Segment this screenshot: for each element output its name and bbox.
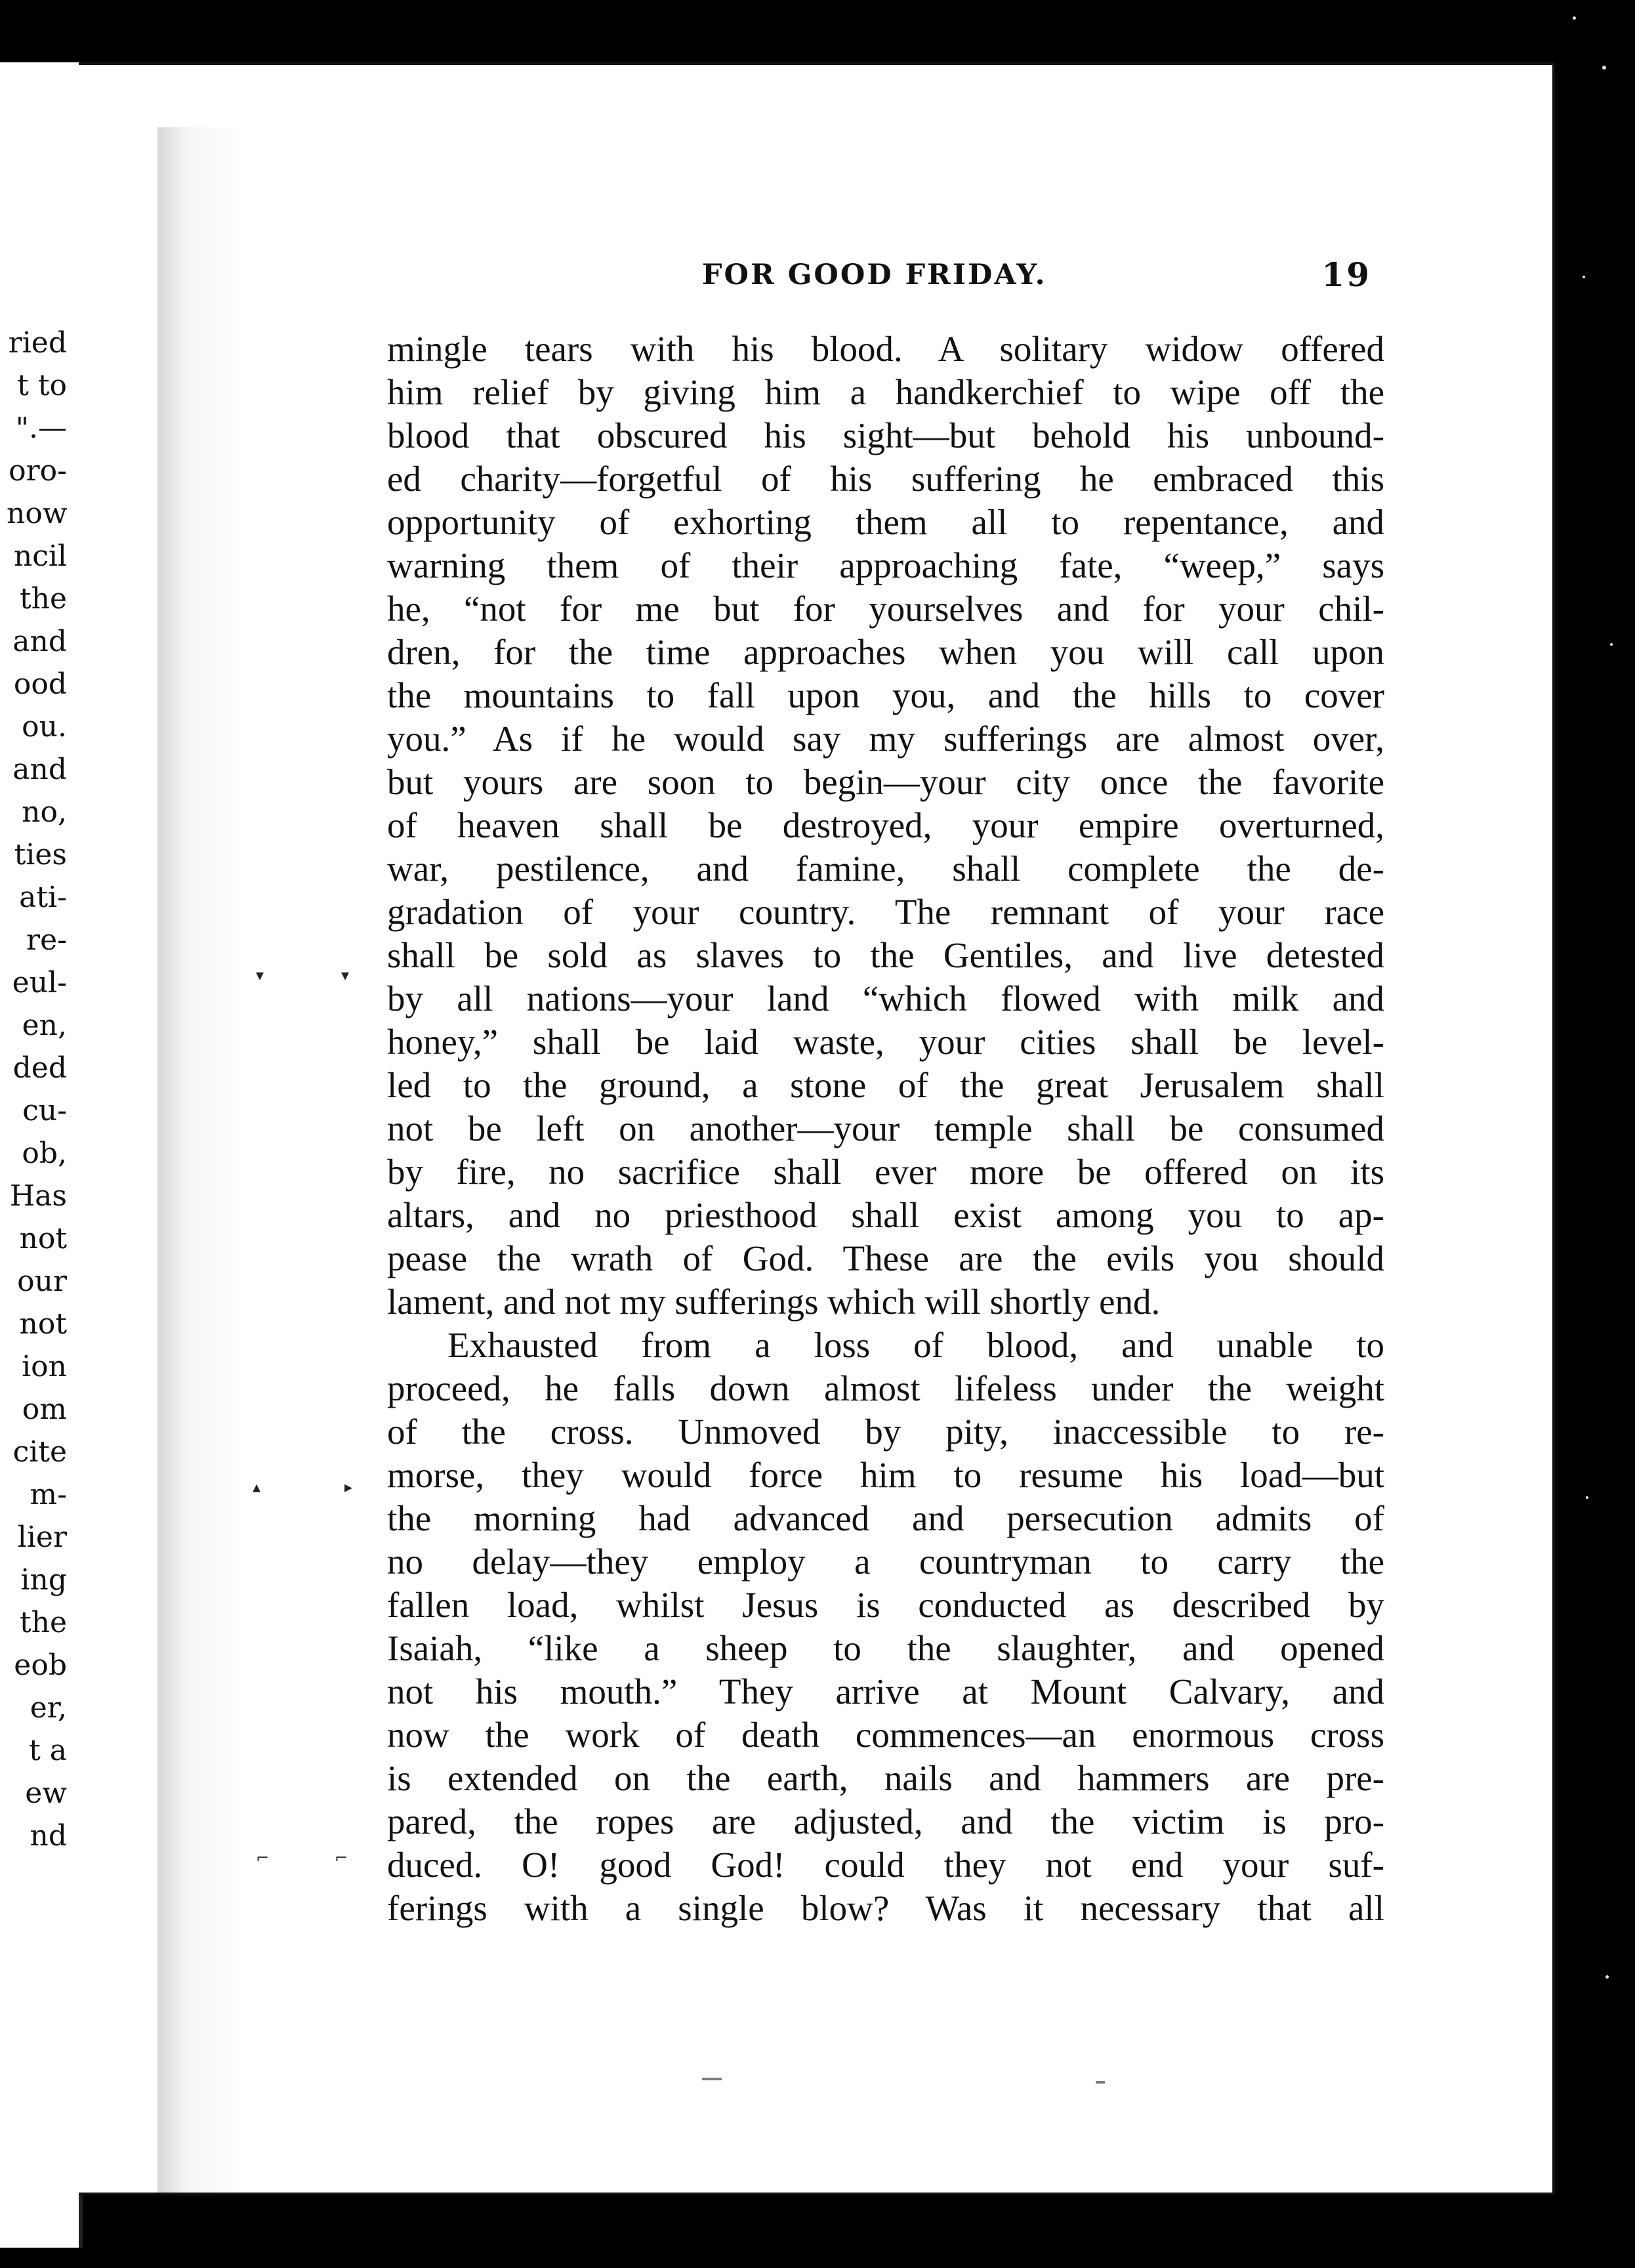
left-fragment-line: er, <box>30 1691 67 1725</box>
left-fragment-line: m- <box>30 1478 67 1511</box>
left-fragment-line: ties <box>14 838 67 872</box>
left-fragment-line: ood <box>13 667 67 701</box>
text-line: mingle tears with his blood. A solitary widow offered <box>387 329 1384 369</box>
stray-mark: ▾ <box>341 966 350 984</box>
scan-speck <box>1605 1975 1609 1979</box>
main-text-block <box>387 327 1384 2034</box>
left-fragment-line: ob, <box>22 1137 67 1170</box>
left-fragment-line: the <box>19 582 67 616</box>
text-line: by fire, no sacrifice shall ever more be offered on its <box>387 1152 1384 1192</box>
left-fragment-line: our <box>17 1265 67 1298</box>
book-gutter-shadow <box>157 127 353 2195</box>
scan-artifact <box>1096 2081 1105 2084</box>
text-line: led to the ground, a stone of the great Jerusalem shall <box>387 1065 1384 1105</box>
left-fragment-line: ati- <box>19 881 67 914</box>
text-line: the mountains to fall upon you, and the hills to cover <box>387 675 1384 715</box>
scan-speck <box>1583 276 1585 278</box>
text-line: now the work of death commences—an enormous cross <box>387 1715 1384 1755</box>
stray-mark: ▴ <box>253 1478 261 1496</box>
text-line: blood that obscured his sight—but behold his unbound- <box>387 415 1384 455</box>
text-line: not his mouth.” They arrive at Mount Calvary, and <box>387 1671 1384 1712</box>
text-line: opportunity of exhorting them all to repentance, and <box>387 502 1384 542</box>
left-fragment-line: ing <box>20 1563 67 1597</box>
text-line: no delay—they employ a countryman to carry the <box>387 1542 1384 1582</box>
left-fragment-line: eul- <box>12 966 67 999</box>
stray-mark: ⌐ <box>335 1849 348 1867</box>
left-fragment-line: ion <box>22 1350 67 1383</box>
text-line: by all nations—your land “which flowed with milk and <box>387 978 1384 1018</box>
scan-speck <box>1602 66 1606 70</box>
text-line: Isaiah, “like a sheep to the slaughter, and opened <box>387 1628 1384 1668</box>
left-fragment-line: ew <box>25 1776 67 1810</box>
page-number: 19 <box>1321 255 1371 294</box>
left-fragment-line: lier <box>17 1521 67 1554</box>
stray-mark: ⌐ <box>256 1849 270 1867</box>
text-line: dren, for the time approaches when you will call upon <box>387 632 1384 672</box>
left-fragment-line: cite <box>12 1435 67 1469</box>
left-fragment-line: t to <box>17 369 67 402</box>
left-fragment-line: ried <box>8 326 67 360</box>
text-line: fallen load, whilst Jesus is conducted as described by <box>387 1585 1384 1625</box>
left-fragment-line: t a <box>29 1734 67 1767</box>
text-line: altars, and no priesthood shall exist among you to ap- <box>387 1195 1384 1235</box>
text-line: ed charity—forgetful of his suffering he embraced this <box>387 459 1384 499</box>
text-line: gradation of your country. The remnant of your race <box>387 892 1384 932</box>
left-fragment-line: not <box>19 1307 67 1341</box>
left-fragment-line: now <box>7 497 68 530</box>
text-line: duced. O! good God! could they not end your suf- <box>387 1845 1384 1885</box>
text-line: of heaven shall be destroyed, your empire overturned, <box>387 805 1384 845</box>
left-fragment-line: oro- <box>9 454 67 488</box>
text-line: he, “not for me but for yourselves and for your chil- <box>387 589 1384 629</box>
running-head-title: FOR GOOD FRIDAY. <box>702 259 1047 291</box>
stray-mark: ▾ <box>256 966 264 984</box>
right-book-page <box>79 62 1555 2195</box>
text-line: is extended on the earth, nails and hammers are pre- <box>387 1758 1384 1798</box>
left-page-text-fragments <box>7 322 67 1857</box>
scan-artifact <box>702 2078 722 2080</box>
text-line: pared, the ropes are adjusted, and the victim is pro- <box>387 1801 1384 1841</box>
text-line: proceed, he falls down almost lifeless under the weight <box>387 1368 1384 1408</box>
text-line: warning them of their approaching fate, “weep,” says <box>387 545 1384 585</box>
text-line: morse, they would force him to resume his load—but <box>387 1455 1384 1495</box>
left-fragment-line: om <box>22 1393 67 1426</box>
text-line: the morning had advanced and persecution admits of <box>387 1498 1384 1538</box>
left-fragment-line: nd <box>30 1819 67 1853</box>
left-fragment-line: en, <box>22 1009 67 1042</box>
left-fragment-line: Has <box>9 1179 67 1213</box>
left-fragment-line: ncil <box>13 539 67 573</box>
text-line: you.” As if he would say my sufferings are almost over, <box>387 719 1384 759</box>
text-line: him relief by giving him a handkerchief to wipe off the <box>387 372 1384 412</box>
left-fragment-line: not <box>19 1222 67 1255</box>
text-line: pease the wrath of God. These are the evils you should <box>387 1238 1384 1278</box>
left-fragment-line: the <box>19 1606 67 1639</box>
running-head <box>702 252 1371 298</box>
text-line: war, pestilence, and famine, shall complete the de- <box>387 849 1384 889</box>
left-fragment-line: and <box>12 625 67 658</box>
left-fragment-line: cu- <box>22 1094 67 1127</box>
gutter-marks <box>157 127 353 2195</box>
left-fragment-line: ded <box>12 1051 67 1085</box>
left-fragment-line: no, <box>22 795 67 829</box>
left-fragment-line: eob <box>14 1648 67 1682</box>
scan-speck <box>1610 643 1613 646</box>
text-line: honey,” shall be laid waste, your cities shall be level- <box>387 1022 1384 1062</box>
right-scan-border <box>1556 0 1635 2268</box>
text-line: of the cross. Unmoved by pity, inaccessible to re- <box>387 1412 1384 1452</box>
text-line: lament, and not my sufferings which will shortly end. <box>387 1282 1161 1322</box>
left-fragment-line: ou. <box>22 710 67 744</box>
text-line: not be left on another—your temple shall be consumed <box>387 1108 1384 1148</box>
left-fragment-line: re- <box>26 923 67 957</box>
text-line: shall be sold as slaves to the Gentiles, and live detested <box>387 935 1384 975</box>
paragraph-start-line: Exhausted from a loss of blood, and unable to <box>447 1325 1384 1365</box>
left-page-fragment <box>0 62 83 2248</box>
text-line: but yours are soon to begin—your city once the favorite <box>387 762 1384 802</box>
stray-mark: ▸ <box>344 1478 353 1496</box>
left-fragment-line: and <box>12 753 67 786</box>
scan-speck <box>1586 1496 1588 1499</box>
scan-speck <box>1573 16 1576 20</box>
left-fragment-line: ".— <box>15 411 67 445</box>
text-line: ferings with a single blow? Was it necessary that all <box>387 1888 1384 1928</box>
